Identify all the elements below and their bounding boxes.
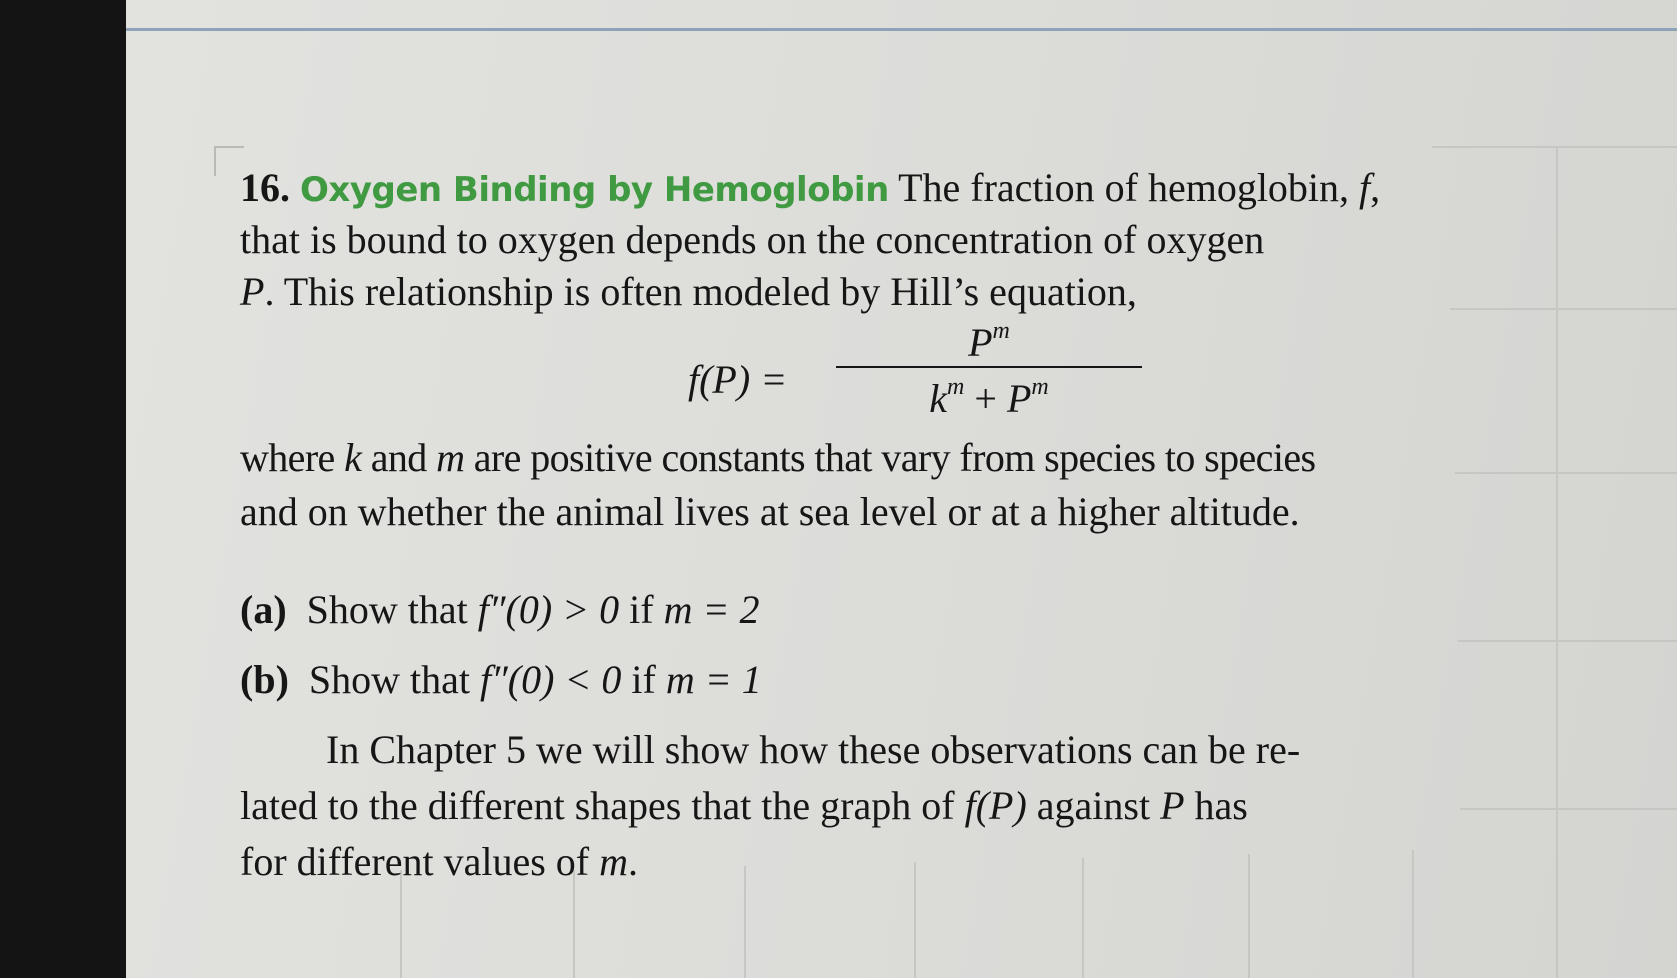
closing-line-2: lated to the different shapes that the graph of f(P) against P has [240,783,1248,828]
part-a-expression: f″(0) > 0 [477,587,620,632]
problem-line-2: that is bound to oxygen depends on the concentration of oxygen [240,217,1265,262]
problem-number: 16. [240,165,290,210]
part-a-condition: m = 2 [663,587,760,632]
part-a-label: (a) [240,587,287,632]
formula-lhs: f(P) = [688,357,788,402]
problem-line-5: and on whether the animal lives at sea level or at a higher altitude. [240,489,1300,534]
problem-heading: Oxygen Binding by Hemoglobin [300,170,889,210]
dark-margin [0,0,126,978]
formula-denominator: $k^m + P^m$ [929,374,1049,421]
part-b-label: (b) [240,657,289,702]
part-a: (a) Show that f″(0) > 0 if m = 2 [240,587,760,632]
line1-text: The fraction of hemoglobin, [898,165,1350,210]
formula-fraction [836,318,1142,422]
top-rule [126,28,1677,31]
corner-mark-vertical [214,146,216,176]
part-b-expression: f″(0) < 0 [480,657,622,702]
problem-line-4: where k and m are positive constants that vary from species to species [240,435,1316,480]
problem-line-3: P. This relationship is often modeled by Hill’s equation, [240,269,1137,314]
corner-mark [214,146,244,148]
problem-line-1: 16. Oxygen Binding by Hemoglobin The fraction of hemoglobin, f, [240,165,1381,210]
closing-line-1: In Chapter 5 we will show how these observations can be re- [326,727,1301,772]
part-b: (b) Show that f″(0) < 0 if m = 1 [240,657,762,702]
line1-var: f [1359,165,1371,210]
closing-line-3: for different values of m. [240,839,639,884]
formula-numerator: $P^m$ [968,318,1010,365]
fraction-bar [836,366,1142,368]
part-b-condition: m = 1 [665,657,762,702]
